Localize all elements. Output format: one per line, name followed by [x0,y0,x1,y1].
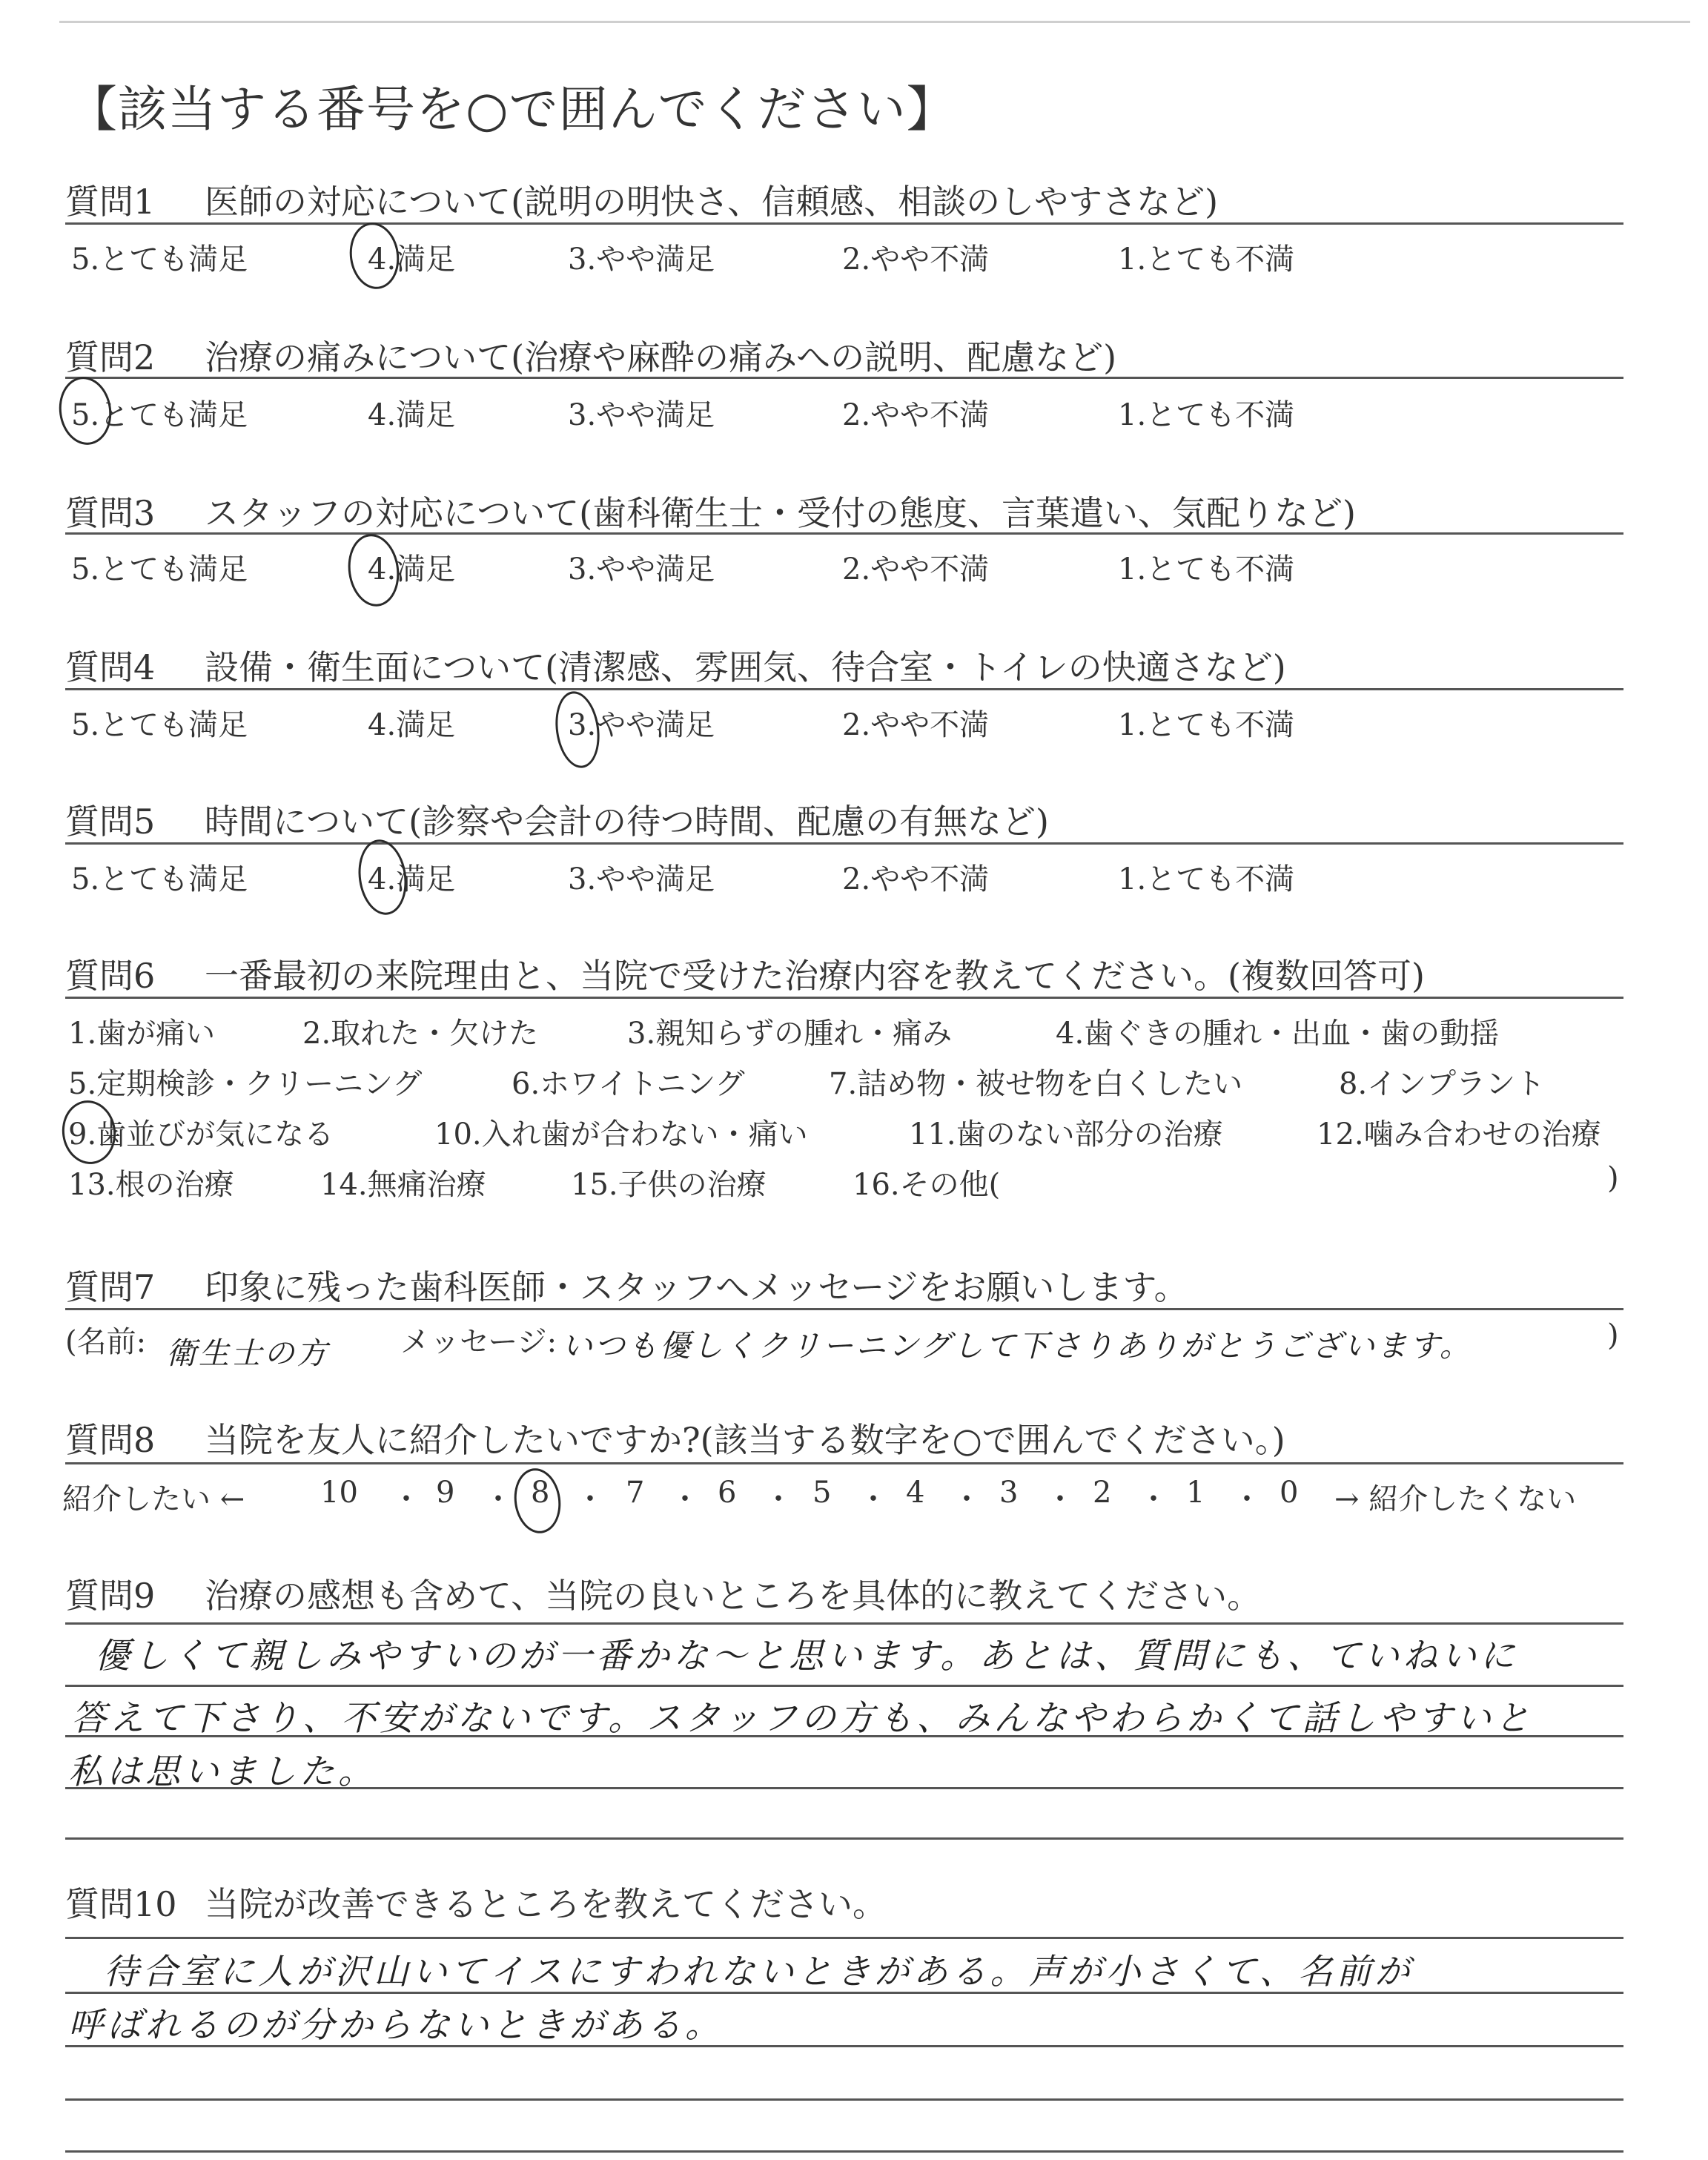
q3-option-5[interactable]: 5.とても満足 [71,552,248,587]
question-2-number: 質問2 [65,337,156,377]
question-4-rule [65,688,1623,690]
q6-option-13[interactable]: 13.根の治療 [68,1168,234,1202]
q8-dot: ・ [858,1482,888,1516]
q8-dot: ・ [670,1482,700,1516]
q1-option-1[interactable]: 1.とても不満 [1118,242,1295,277]
q2-option-5[interactable]: 5.とても満足 [71,398,248,432]
q1-option-3[interactable]: 3.やや満足 [568,242,715,277]
q6-option-3[interactable]: 3.親知らずの腫れ・痛み [627,1017,953,1051]
question-6-text: 一番最初の来院理由と、当院で受けた治療内容を教えてください。(複数回答可) [205,956,1425,996]
question-2-text: 治療の痛みについて(治療や麻酔の痛みへの説明、配慮など) [205,337,1117,377]
question-7-rule [65,1308,1623,1310]
question-3-text: スタッフの対応について(歯科衛生士・受付の態度、言葉遣い、気配りなど) [205,493,1356,533]
question-6-rule [65,997,1623,999]
question-4-heading [65,641,1286,690]
q8-option-10[interactable]: 10 [320,1476,358,1510]
page-title: 【該当する番号を○で囲んでください】 [68,81,956,138]
question-4-text: 設備・衛生面について(清潔感、雰囲気、待合室・トイレの快適さなど) [205,647,1286,687]
q9-answer-line-2[interactable]: 答えて下さり、不安がないです。スタッフの方も、みんなやわらかくて話しやすいと [71,1698,1534,1739]
q8-dot: ・ [483,1482,513,1516]
q9-answer-rule-2 [65,1685,1623,1687]
question-1-rule [65,222,1623,225]
question-3-rule [65,532,1623,535]
q8-option-0[interactable]: 0 [1280,1476,1299,1510]
q1-option-5[interactable]: 5.とても満足 [71,242,248,277]
q9-answer-rule-5 [65,1837,1623,1840]
q8-option-5[interactable]: 5 [812,1476,832,1510]
q7-close-paren: ) [1607,1318,1619,1353]
question-7-heading [65,1261,1188,1309]
q8-option-4[interactable]: 4 [906,1476,925,1510]
q6-option-2[interactable]: 2.取れた・欠けた [302,1017,539,1051]
question-8-rule [65,1462,1623,1464]
q8-left-label: 紹介したい ← [62,1482,245,1516]
question-1-number: 質問1 [65,182,156,222]
q8-dot: ・ [764,1482,793,1516]
q6-option-6[interactable]: 6.ホワイトニング [512,1067,745,1101]
q7-message-value[interactable]: いつも優しくクリーニングして下さりありがとうございます。 [562,1328,1472,1364]
q8-dot: ・ [1232,1482,1262,1516]
q5-selection-circle [354,836,411,918]
q7-message-label: メッセージ: [400,1325,557,1359]
q2-option-4[interactable]: 4.満足 [368,398,456,432]
question-6-number: 質問6 [65,956,156,996]
question-5-text: 時間について(診察や会計の待つ時間、配慮の有無など) [205,802,1049,842]
q8-option-6[interactable]: 6 [718,1476,737,1510]
q8-option-3[interactable]: 3 [999,1476,1019,1510]
q6-option-4[interactable]: 4.歯ぐきの腫れ・出血・歯の動揺 [1056,1017,1500,1051]
question-5-rule [65,842,1623,845]
q6-option-10[interactable]: 10.入れ歯が合わない・痛い [434,1117,808,1152]
q5-option-4[interactable]: 4.満足 [368,862,456,896]
q6-option-1[interactable]: 1.歯が痛い [68,1017,216,1051]
q10-answer-rule-4 [65,2098,1623,2101]
q9-answer-line-3[interactable]: 私は思いました。 [68,1751,377,1792]
q10-answer-line-1[interactable]: 待合室に人が沢山いてイスにすわれないときがある。声が小さくて、名前が [104,1952,1414,1992]
q10-answer-rule-1 [65,1937,1623,1939]
q5-option-1[interactable]: 1.とても不満 [1118,862,1295,896]
q1-selection-circle [345,219,403,292]
q7-name-value[interactable]: 衛生士の方 [166,1335,329,1371]
q9-answer-rule-1 [65,1622,1623,1625]
q10-answer-rule-5 [65,2150,1623,2153]
q5-option-2[interactable]: 2.やや不満 [842,862,990,896]
q8-option-9[interactable]: 9 [436,1476,455,1510]
question-9-heading [65,1569,1261,1618]
q6-option-12[interactable]: 12.噛み合わせの治療 [1317,1117,1601,1152]
q4-option-3[interactable]: 3.やや満足 [568,708,715,742]
q8-dot: ・ [575,1482,605,1516]
q4-option-4[interactable]: 4.満足 [368,708,456,742]
question-7-number: 質問7 [65,1267,156,1307]
question-10-text: 当院が改善できるところを教えてください。 [205,1884,887,1924]
question-2-heading [65,331,1116,380]
q8-option-2[interactable]: 2 [1093,1476,1112,1510]
q6-option-16[interactable]: 16.その他( [853,1168,1001,1202]
question-8-number: 質問8 [65,1420,156,1460]
question-1-text: 医師の対応について(説明の明快さ、信頼感、相談のしやすさなど) [205,182,1219,222]
question-1-heading [65,175,1218,224]
question-5-heading [65,795,1049,844]
q2-option-2[interactable]: 2.やや不満 [842,398,990,432]
question-5-number: 質問5 [65,802,156,842]
question-4-number: 質問4 [65,647,156,687]
q8-dot: ・ [952,1482,982,1516]
q8-selection-circle [510,1465,565,1536]
q1-option-4[interactable]: 4.満足 [368,242,456,277]
q2-option-1[interactable]: 1.とても不満 [1118,398,1295,432]
question-10-number: 質問10 [65,1884,177,1924]
q3-option-2[interactable]: 2.やや不満 [842,552,990,587]
q4-option-1[interactable]: 1.とても不満 [1118,708,1295,742]
q3-option-1[interactable]: 1.とても不満 [1118,552,1295,587]
q6-option-8[interactable]: 8.インプラント [1339,1067,1546,1101]
question-3-heading [65,486,1356,535]
q6-option-9[interactable]: 9.歯並びが気になる [68,1117,334,1152]
q8-option-7[interactable]: 7 [626,1476,645,1510]
q9-answer-line-1[interactable]: 優しくて親しみやすいのが一番かな〜と思います。あとは、質問にも、ていねいに [95,1636,1519,1677]
q2-selection-circle [55,374,116,449]
question-10-heading [65,1877,887,1926]
q8-option-8[interactable]: 8 [531,1476,550,1510]
q6-selection-circle [58,1097,119,1167]
q3-selection-circle [344,531,404,610]
q8-option-1[interactable]: 1 [1186,1476,1205,1510]
q8-dot: ・ [1045,1482,1075,1516]
q3-option-4[interactable]: 4.満足 [368,552,456,587]
q10-answer-line-2[interactable]: 呼ばれるのが分からないときがある。 [68,2005,724,2046]
q8-right-label: → 紹介したくない [1334,1482,1577,1516]
q4-option-2[interactable]: 2.やや不満 [842,708,990,742]
question-8-text: 当院を友人に紹介したいですか?(該当する数字を○で囲んでください。) [205,1420,1285,1460]
question-6-heading [65,949,1425,998]
question-8-heading [65,1413,1285,1462]
q6-option-5[interactable]: 5.定期検診・クリーニング [68,1067,423,1101]
q5-option-5[interactable]: 5.とても満足 [71,862,248,896]
question-2-rule [65,377,1623,379]
q8-dot: ・ [1139,1482,1168,1516]
q6-option-11[interactable]: 11.歯のない部分の治療 [909,1117,1223,1152]
q5-option-3[interactable]: 3.やや満足 [568,862,715,896]
q6-other-close-paren: ) [1607,1161,1619,1195]
q2-option-3[interactable]: 3.やや満足 [568,398,715,432]
q7-name-label: (名前: [65,1325,147,1359]
q8-dot: ・ [391,1482,421,1516]
q1-option-2[interactable]: 2.やや不満 [842,242,990,277]
q6-option-7[interactable]: 7.詰め物・被せ物を白くしたい [829,1067,1243,1101]
scan-top-edge [59,21,1690,23]
question-9-number: 質問9 [65,1576,156,1616]
question-9-text: 治療の感想も含めて、当院の良いところを具体的に教えてください。 [205,1576,1262,1616]
q6-option-15[interactable]: 15.子供の治療 [571,1168,767,1202]
q3-option-3[interactable]: 3.やや満足 [568,552,715,587]
question-7-text: 印象に残った歯科医師・スタッフへメッセージをお願いします。 [205,1267,1188,1307]
q4-option-5[interactable]: 5.とても満足 [71,708,248,742]
question-3-number: 質問3 [65,493,156,533]
q6-option-14[interactable]: 14.無痛治療 [320,1168,486,1202]
